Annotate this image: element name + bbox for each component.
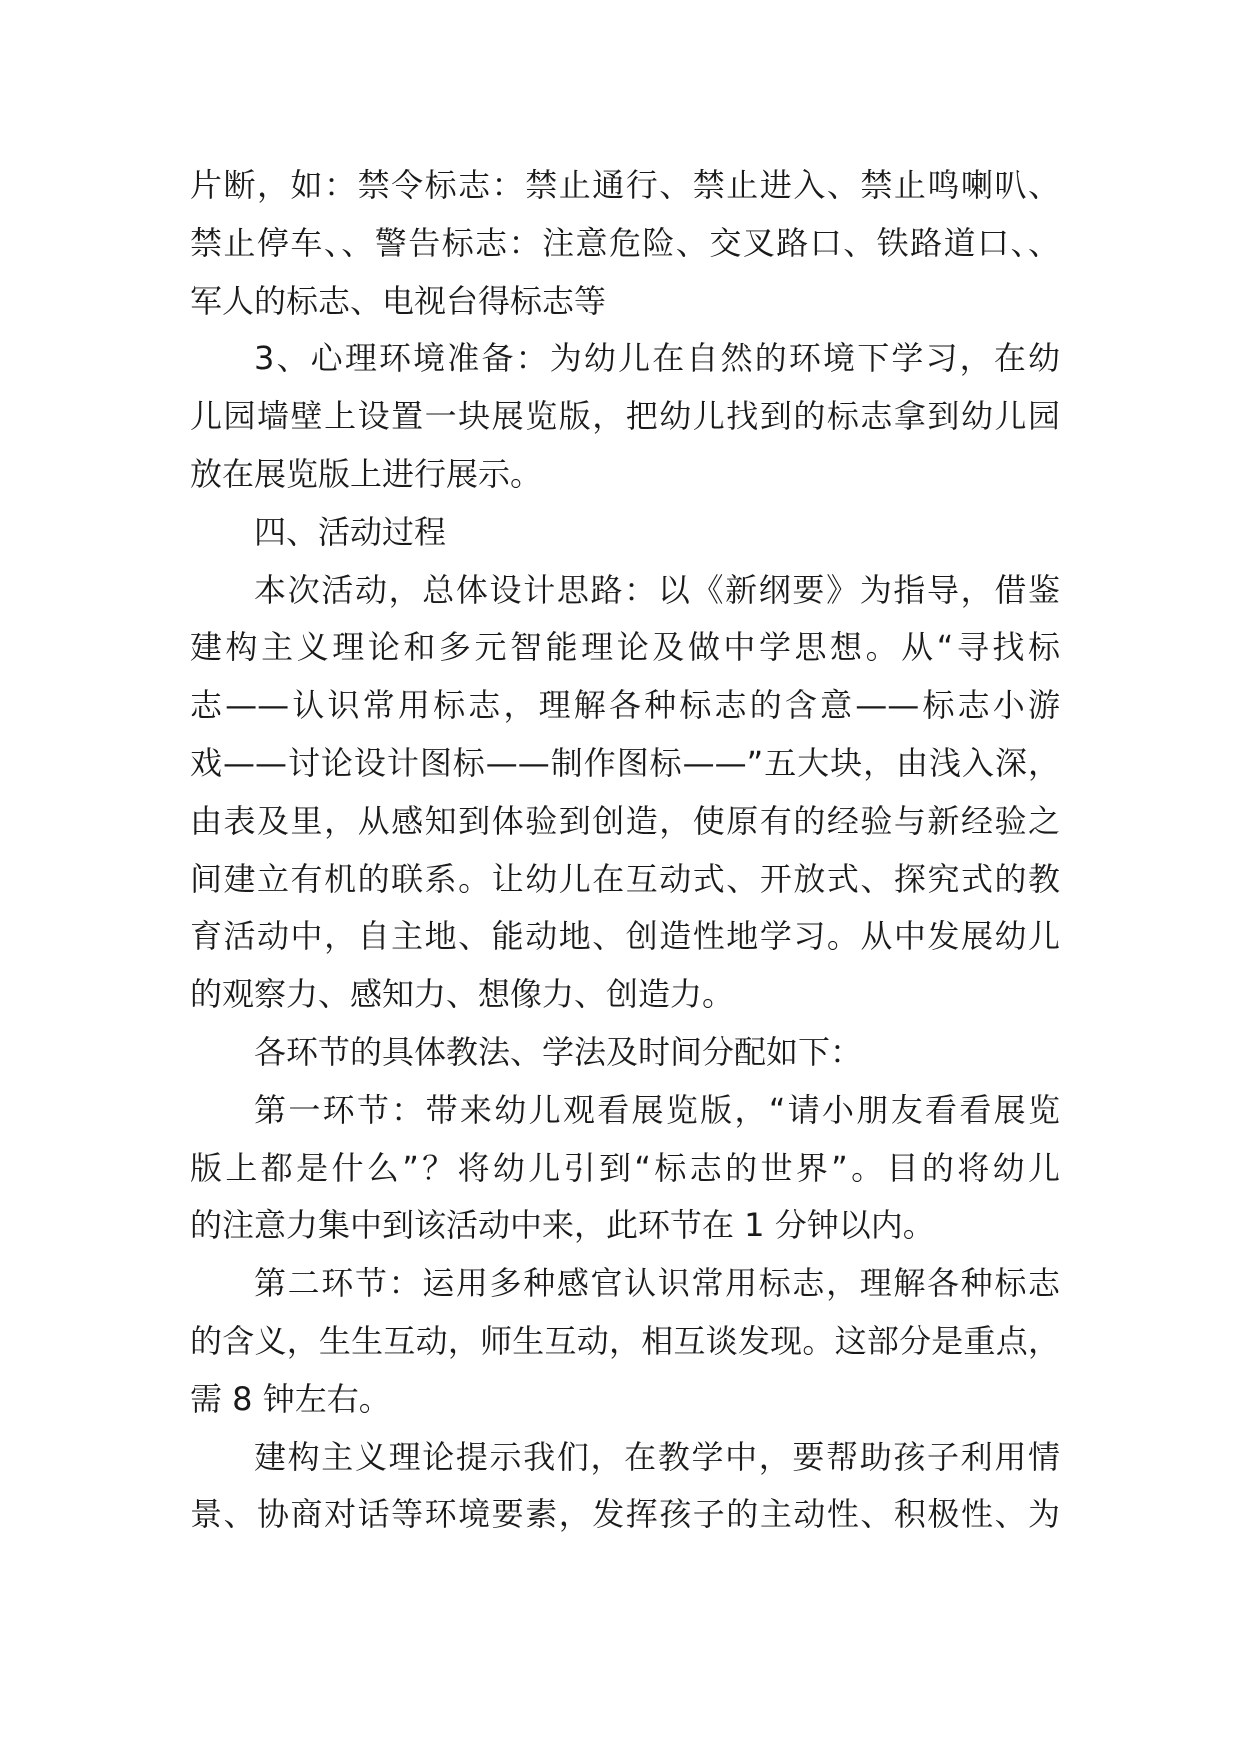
text-line: 建构主义理论和多元智能理论及做中学思想。从“寻找标 [190,628,1060,667]
text-line: 的注意力集中到该活动中来，此环节在 1 分钟以内。 [190,1206,935,1245]
paragraph-first-line: 各环节的具体教法、学法及时间分配如下： [254,1032,863,1071]
text-line: 育活动中，自主地、能动地、创造性地学习。从中发展幼儿 [190,917,1060,956]
paragraph-first-line: 第二环节：运用多种感官认识常用标志，理解各种标志 [254,1264,1060,1303]
text-line: 需 8 钟左右。 [190,1379,391,1418]
paragraph-first-line: 3、心理环境准备：为幼儿在自然的环境下学习，在幼 [254,339,1060,378]
text-line: 志——认识常用标志，理解各种标志的含意——标志小游 [190,686,1060,725]
text-line: 放在展览版上进行展示。 [190,454,543,493]
section-heading: 四、活动过程 [254,512,447,551]
text-line: 禁止停车、、警告标志：注意危险、交叉路口、铁路道口、、 [190,223,1060,262]
text-line: 军人的标志、电视台得标志等 [190,281,607,320]
text-line: 由表及里，从感知到体验到创造，使原有的经验与新经验之 [190,801,1060,840]
text-line: 儿园墙壁上设置一块展览版，把幼儿找到的标志拿到幼儿园 [190,397,1060,436]
paragraph-first-line: 建构主义理论提示我们，在教学中，要帮助孩子利用情 [254,1437,1060,1476]
paragraph-first-line: 第一环节：带来幼儿观看展览版，“请小朋友看看展览 [254,1090,1060,1129]
document-body [190,157,1060,1544]
text-line: 间建立有机的联系。让幼儿在互动式、开放式、探究式的教 [190,859,1060,898]
text-line: 的观察力、感知力、想像力、创造力。 [190,975,735,1014]
text-line: 片断，如：禁令标志：禁止通行、禁止进入、禁止鸣喇叭、 [190,166,1060,204]
paragraph-first-line: 本次活动，总体设计思路：以《新纲要》为指导，借鉴 [254,570,1060,609]
text-line: 的含义，生生互动，师生互动，相互谈发现。这部分是重点， [190,1321,1060,1360]
text-line: 戏——讨论设计图标——制作图标——”五大块，由浅入深， [190,743,1060,782]
text-line: 景、协商对话等环境要素，发挥孩子的主动性、积极性、为 [190,1495,1060,1534]
text-line: 版上都是什么”？将幼儿引到“标志的世界”。目的将幼儿 [190,1148,1060,1187]
